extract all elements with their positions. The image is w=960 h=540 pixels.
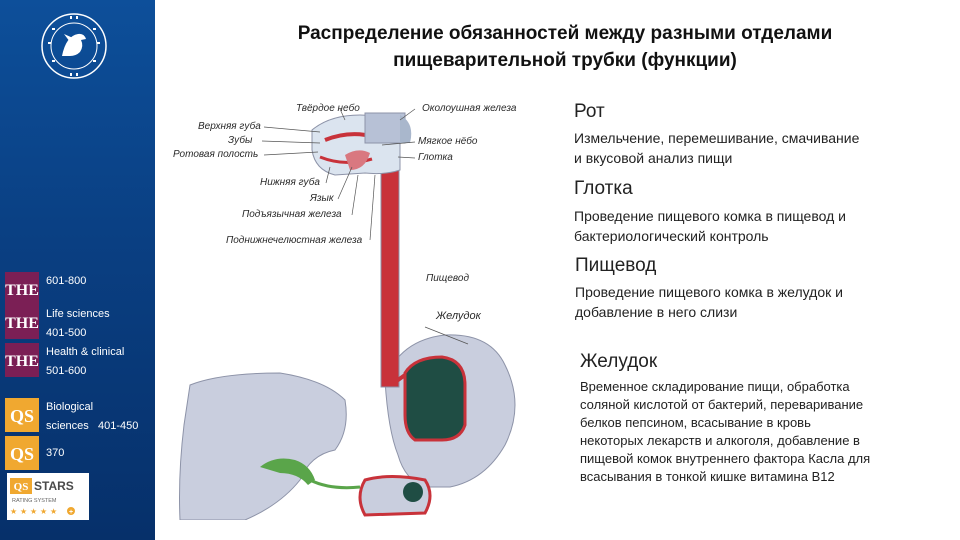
- text-line: всасывания в тонкой кишке витамина В12: [580, 469, 835, 484]
- page-title: Распределение обязанностей между разными отделами пищеварительной трубки (функции): [297, 23, 833, 71]
- the-badge-icon: [5, 343, 39, 377]
- label-esophagus: Пищевод: [426, 273, 469, 284]
- label-sublingual-gland: Подъязычная железа: [242, 209, 342, 220]
- ranking-item: [5, 436, 64, 470]
- qs-stars-logo: [7, 473, 89, 520]
- ranking-line: Life sciences: [46, 308, 110, 320]
- ranking-item: [5, 305, 110, 343]
- label-tongue: Язык: [310, 193, 334, 204]
- section-heading-esophagus: Пищевод: [575, 255, 657, 276]
- label-pharynx: Глотка: [418, 152, 453, 163]
- ranking-line: Health & clinical: [46, 346, 125, 358]
- stars-subtitle: RATING SYSTEM: [12, 498, 57, 504]
- svg-text:QS: QS: [9, 444, 35, 464]
- label-upper-lip: Верхняя губа: [198, 121, 261, 132]
- section-text-mouth: [574, 128, 934, 168]
- svg-text:+: +: [68, 509, 74, 516]
- section-text-stomach: [580, 378, 940, 486]
- svg-text:★: ★: [10, 507, 18, 516]
- sidebar: [0, 0, 155, 540]
- stars-title: STARS: [34, 479, 74, 493]
- section-text-esophagus: [575, 282, 935, 322]
- text-line: некоторых лекарств и алкоголя, добавление в: [580, 433, 860, 448]
- ranking-item: [5, 343, 124, 381]
- label-hard-palate: Твёрдое небо: [296, 103, 360, 114]
- svg-text:★: ★: [20, 507, 28, 516]
- text-line: Временное складирование пищи, обработка: [580, 379, 850, 394]
- svg-text:QS: QS: [9, 406, 35, 426]
- star-rating: [10, 507, 57, 516]
- label-soft-palate: Мягкое нёбо: [418, 136, 478, 147]
- section-text-pharynx: [574, 206, 934, 246]
- text-line: и вкусовой анализ пищи: [574, 150, 733, 166]
- ranking-line: sciences 401-450: [46, 420, 139, 432]
- section-heading-stomach: Желудок: [580, 351, 658, 372]
- the-badge-icon: [5, 272, 39, 306]
- text-line: соляной кислотой от бактерий, переваривание: [580, 397, 864, 412]
- ranking-line: 401-500: [46, 327, 87, 339]
- text-line: Проведение пищевого комка в пищевод и: [574, 208, 846, 224]
- text-line: пищевой комок внутреннего фактора Касла для: [580, 451, 871, 466]
- svg-text:★: ★: [30, 507, 38, 516]
- label-oral-cavity: Ротовая полость: [173, 149, 259, 160]
- ranking-line: Biological: [46, 401, 94, 413]
- university-logo: [40, 12, 108, 80]
- text-line: Измельчение, перемешивание, смачивание: [574, 130, 860, 146]
- ranking-line: 601-800: [46, 275, 87, 287]
- svg-text:★: ★: [40, 507, 48, 516]
- ranking-line: 501-600: [46, 365, 87, 377]
- label-lower-lip: Нижняя губа: [260, 177, 320, 188]
- qs-badge-icon: [5, 436, 39, 470]
- section-heading-pharynx: Глотка: [574, 178, 633, 199]
- text-line: бактериологический контроль: [574, 228, 769, 244]
- ranking-line: 370: [46, 447, 65, 459]
- text-line: белков пепсином, всасывание в кровь: [580, 415, 811, 430]
- text-line: добавление в него слизи: [575, 304, 738, 320]
- svg-text:THE: THE: [5, 315, 39, 332]
- svg-text:THE: THE: [5, 353, 39, 370]
- text-line: Проведение пищевого комка в желудок и: [575, 284, 843, 300]
- label-teeth: Зубы: [228, 135, 253, 146]
- label-submandibular-gland: Поднижнечелюстная железа: [226, 235, 363, 246]
- section-heading-mouth: Рот: [574, 101, 605, 122]
- label-stomach: Желудок: [436, 310, 481, 322]
- qs-badge-icon: [5, 398, 39, 432]
- label-parotid: Околоушная железа: [422, 103, 517, 114]
- the-badge-icon: [5, 305, 39, 339]
- liver-shape: [180, 373, 347, 520]
- svg-text:★: ★: [50, 507, 58, 516]
- stars-logo-text: QS: [13, 481, 29, 493]
- esophagus-shape: [381, 155, 399, 387]
- ranking-item: [5, 398, 138, 436]
- digestive-tract-illustration: [160, 95, 528, 520]
- svg-text:THE: THE: [5, 282, 39, 299]
- ranking-item: [5, 272, 86, 306]
- stomach-inner: [405, 357, 465, 440]
